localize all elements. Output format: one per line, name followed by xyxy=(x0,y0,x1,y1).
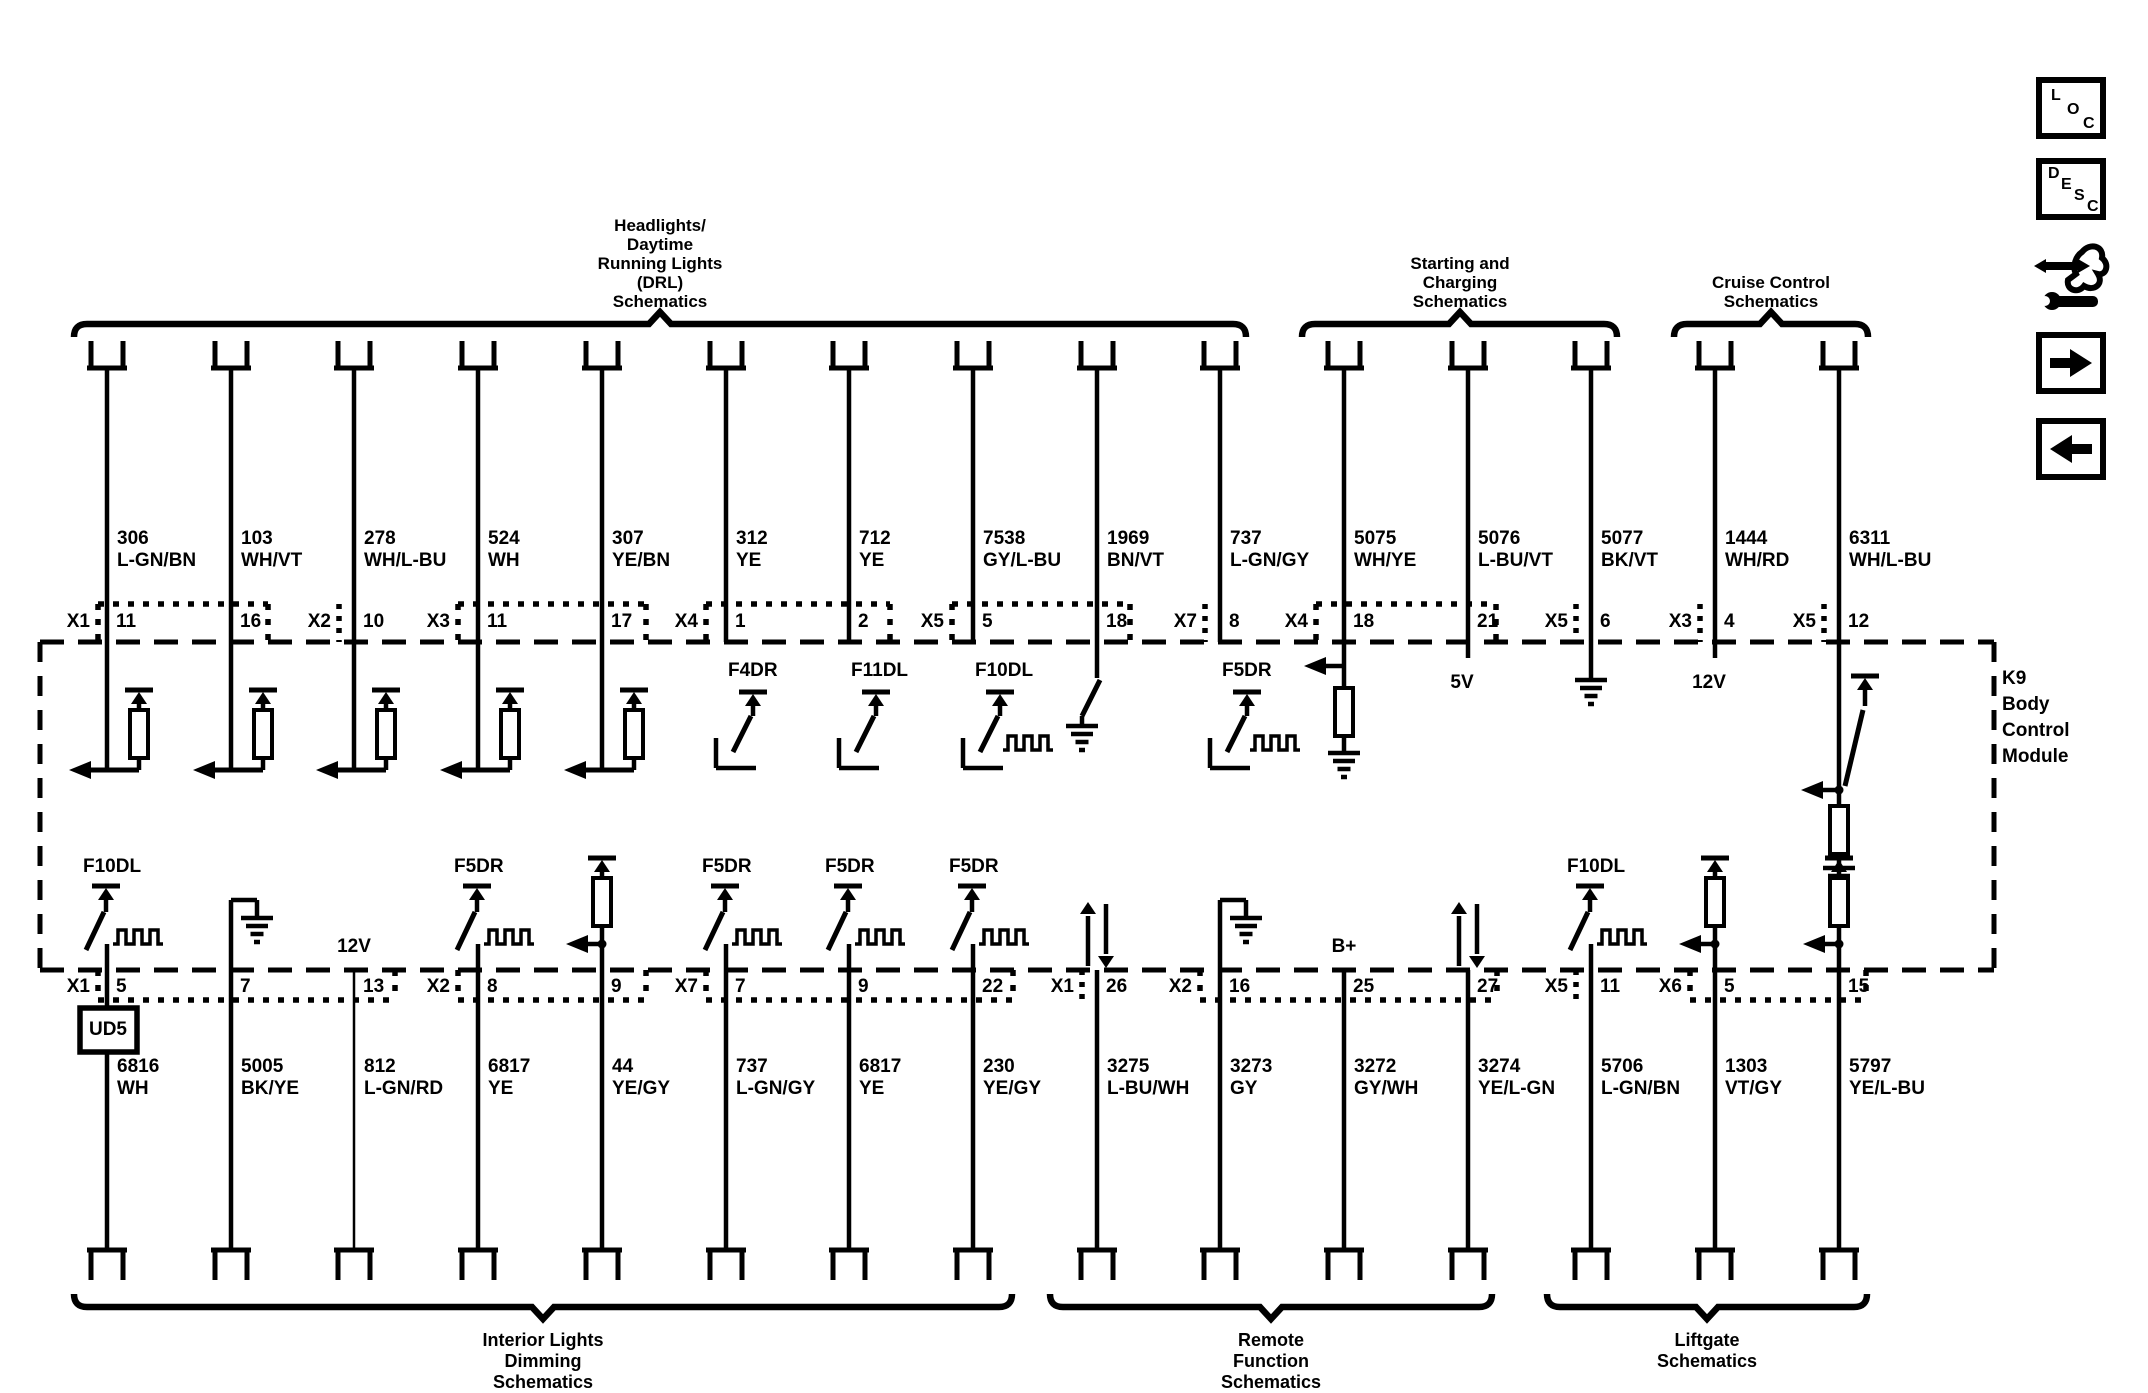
switch-blade-icon xyxy=(1570,912,1588,950)
wire-circuit-number: 5706 xyxy=(1601,1056,1644,1077)
wire-color-code: YE xyxy=(488,1078,514,1099)
wire-circuit-number: 737 xyxy=(736,1056,768,1077)
supply-voltage-label: 12V xyxy=(1692,672,1726,693)
wire-color-code: L-GN/BN xyxy=(1601,1078,1681,1099)
wire-circuit-number: 5076 xyxy=(1478,528,1521,549)
switch-blade-icon xyxy=(457,912,475,950)
connector-label: X2 xyxy=(426,976,450,997)
connector-label: X3 xyxy=(426,611,450,632)
wire-color-code: WH/YE xyxy=(1354,550,1417,571)
resistor-icon xyxy=(1830,806,1848,854)
section-header xyxy=(483,1330,604,1393)
section-brace xyxy=(74,312,1246,337)
section-header-line: (DRL) xyxy=(636,273,684,292)
icon-letter: O xyxy=(2067,101,2080,118)
supply-voltage-label: B+ xyxy=(1331,936,1357,957)
section-header-line: Interior Lights xyxy=(482,1330,604,1350)
section-header xyxy=(1410,254,1509,311)
section-header-line: Schematics xyxy=(1723,292,1819,311)
module-name-label: Module xyxy=(2002,746,2069,767)
wire-color-code: WH xyxy=(488,550,520,571)
wire-color-code: GY xyxy=(1230,1078,1258,1099)
switch-blade-icon xyxy=(952,912,970,950)
connector-pin-number: 15 xyxy=(1848,976,1870,997)
connector-label: X6 xyxy=(1658,976,1682,997)
module-name-label: Body xyxy=(2002,694,2050,715)
wire-circuit-number: 1444 xyxy=(1725,528,1768,549)
wire-circuit-number: 5075 xyxy=(1354,528,1397,549)
output-arrow-icon xyxy=(69,761,91,779)
supply-voltage-label: 5V xyxy=(1450,672,1474,693)
connector-pin-number: 16 xyxy=(1229,976,1251,997)
connector-label: X5 xyxy=(1544,611,1568,632)
wire-color-code: VT/GY xyxy=(1725,1078,1783,1099)
resistor-icon xyxy=(377,710,395,758)
wire-color-code: YE/L-BU xyxy=(1849,1078,1925,1099)
wire-circuit-number: 44 xyxy=(612,1056,634,1077)
connector-label: X2 xyxy=(1168,976,1192,997)
resistor-icon xyxy=(130,710,148,758)
section-brace xyxy=(1547,1294,1867,1319)
connector-pin-number: 11 xyxy=(116,611,137,632)
section-header xyxy=(1221,1330,1321,1393)
connector-label: X5 xyxy=(1792,611,1816,632)
wire-circuit-number: 524 xyxy=(488,528,520,549)
fuse-location-label: UD5 xyxy=(88,1019,128,1040)
wire-circuit-number: 1969 xyxy=(1107,528,1150,549)
signal-arrow-icon xyxy=(566,935,588,953)
section-header-line: Liftgate xyxy=(1674,1330,1740,1350)
section-brace xyxy=(1050,1294,1492,1319)
wire-color-code: L-GN/GY xyxy=(736,1078,816,1099)
connector-pin-number: 18 xyxy=(1106,611,1128,632)
section-header-line: Headlights/ xyxy=(614,216,706,235)
resistor-icon xyxy=(625,710,643,758)
loc-icon[interactable] xyxy=(2036,77,2106,139)
connector-pin-number: 5 xyxy=(1724,976,1735,997)
wire-circuit-number: 230 xyxy=(983,1056,1015,1077)
section-header-line: Charging xyxy=(1422,273,1498,292)
wire-circuit-number: 278 xyxy=(364,528,396,549)
fuse-driver-label: F10DL xyxy=(975,660,1034,681)
connector-pin-number: 12 xyxy=(1848,611,1870,632)
section-header-line: Schematics xyxy=(492,1372,594,1392)
wire-color-code: GY/WH xyxy=(1354,1078,1419,1099)
section-header-line: Schematics xyxy=(612,292,708,311)
section-header-line: Function xyxy=(1233,1351,1309,1371)
section-brace xyxy=(1674,312,1868,337)
connector-pin-number: 17 xyxy=(611,611,633,632)
switch-blade-icon xyxy=(733,716,751,752)
fuse-driver-label: F5DR xyxy=(825,856,875,877)
wire-color-code: WH/L-BU xyxy=(1849,550,1932,571)
wire-circuit-number: 5797 xyxy=(1849,1056,1892,1077)
next-arrow-icon[interactable] xyxy=(2036,332,2106,394)
connector-pin-number: 27 xyxy=(1477,976,1499,997)
wire-circuit-number: 103 xyxy=(241,528,273,549)
section-header-line: Cruise Control xyxy=(1711,273,1831,292)
supply-voltage-label: 12V xyxy=(337,936,371,957)
connector-pin-number: 13 xyxy=(363,976,385,997)
icon-letter: L xyxy=(2051,87,2061,104)
connector-pin-number: 7 xyxy=(240,976,251,997)
pwm-wave-icon xyxy=(113,930,163,944)
connector-pin-number: 9 xyxy=(611,976,622,997)
connector-label: X5 xyxy=(920,611,944,632)
icon-letter: C xyxy=(2083,115,2095,132)
pwm-wave-icon xyxy=(1597,930,1647,944)
connector-pin-number: 2 xyxy=(858,611,869,632)
icon-letter: C xyxy=(2087,198,2099,215)
fuse-driver-label: F10DL xyxy=(83,856,142,877)
wire-circuit-number: 3272 xyxy=(1354,1056,1397,1077)
resistor-icon xyxy=(501,710,519,758)
serial-data-down-icon xyxy=(1098,956,1114,968)
section-brace xyxy=(74,1294,1012,1319)
module-name-label: Control xyxy=(2002,720,2070,741)
connector-pin-number: 5 xyxy=(116,976,127,997)
connector-pin-number: 1 xyxy=(735,611,746,632)
connector-pin-number: 25 xyxy=(1353,976,1375,997)
wire-circuit-number: 812 xyxy=(364,1056,396,1077)
wire-color-code: YE/BN xyxy=(612,550,671,571)
connector-pin-number: 11 xyxy=(1600,976,1621,997)
switch-blade-icon xyxy=(1845,710,1863,786)
section-header-line: Schematics xyxy=(1656,1351,1758,1371)
wire-color-code: YE xyxy=(859,1078,885,1099)
wire-color-code: YE/GY xyxy=(612,1078,671,1099)
switch-blade-icon xyxy=(1082,680,1100,716)
connector-label: X1 xyxy=(66,611,90,632)
connector-pin-number: 8 xyxy=(1229,611,1240,632)
wire-circuit-number: 3274 xyxy=(1478,1056,1521,1077)
jump-with-wrench-icon[interactable] xyxy=(2032,240,2112,316)
wire-circuit-number: 312 xyxy=(736,528,768,549)
connector-label: X1 xyxy=(66,976,90,997)
wire-color-code: GY/L-BU xyxy=(983,550,1062,571)
connector-pin-number: 22 xyxy=(982,976,1004,997)
wire-color-code: WH xyxy=(117,1078,149,1099)
section-header-line: Running Lights xyxy=(597,254,723,273)
resistor-icon xyxy=(254,710,272,758)
connector-pin-number: 26 xyxy=(1106,976,1128,997)
signal-arrow-icon xyxy=(1803,935,1825,953)
wire-circuit-number: 6817 xyxy=(488,1056,531,1077)
wire-circuit-number: 3275 xyxy=(1107,1056,1150,1077)
fuse-driver-label: F10DL xyxy=(1567,856,1626,877)
resistor-icon xyxy=(1706,878,1724,926)
section-header-line: Schematics xyxy=(1412,292,1508,311)
wire-color-code: BK/YE xyxy=(241,1078,300,1099)
wire-circuit-number: 1303 xyxy=(1725,1056,1768,1077)
section-header-line: Schematics xyxy=(1220,1372,1322,1392)
switch-blade-icon xyxy=(980,716,998,752)
output-arrow-icon xyxy=(440,761,462,779)
wire-circuit-number: 5077 xyxy=(1601,528,1644,549)
wire-circuit-number: 6311 xyxy=(1849,528,1891,549)
connector-label: X7 xyxy=(674,976,698,997)
wire-color-code: L-GN/RD xyxy=(364,1078,444,1099)
wire-color-code: YE xyxy=(736,550,762,571)
wire-color-code: WH/L-BU xyxy=(364,550,447,571)
wire-color-code: WH/RD xyxy=(1725,550,1790,571)
switch-blade-icon xyxy=(705,912,723,950)
section-header xyxy=(1712,273,1830,311)
fuse-driver-label: F11DL xyxy=(851,660,909,681)
icon-letter: S xyxy=(2074,187,2085,204)
pwm-wave-icon xyxy=(484,930,534,944)
output-arrow-icon xyxy=(564,761,586,779)
switch-blade-icon xyxy=(1227,716,1245,752)
resistor-icon xyxy=(1830,878,1848,926)
wire-circuit-number: 5005 xyxy=(241,1056,284,1077)
section-header-line: Remote xyxy=(1237,1330,1304,1350)
pwm-wave-icon xyxy=(979,930,1029,944)
connector-label: X3 xyxy=(1668,611,1692,632)
wire-circuit-number: 6816 xyxy=(117,1056,160,1077)
wire-color-code: YE/L-GN xyxy=(1478,1078,1556,1099)
wire-circuit-number: 306 xyxy=(117,528,149,549)
wire-circuit-number: 3273 xyxy=(1230,1056,1273,1077)
wire-circuit-number: 6817 xyxy=(859,1056,902,1077)
connector-pin-number: 4 xyxy=(1724,611,1735,632)
wire-color-code: L-GN/BN xyxy=(117,550,197,571)
fuse-driver-label: F5DR xyxy=(949,856,999,877)
wire-color-code: L-GN/GY xyxy=(1230,550,1310,571)
connector-pin-number: 7 xyxy=(735,976,746,997)
fuse-driver-label: F4DR xyxy=(728,660,778,681)
section-header-line: Starting and xyxy=(1410,254,1510,273)
pwm-wave-icon xyxy=(855,930,905,944)
wire-color-code: YE/GY xyxy=(983,1078,1042,1099)
section-brace xyxy=(1302,312,1617,337)
wire-color-code: L-BU/VT xyxy=(1478,550,1553,571)
wire-circuit-number: 737 xyxy=(1230,528,1262,549)
connector-pin-number: 16 xyxy=(240,611,262,632)
connector-pin-number: 21 xyxy=(1477,611,1499,632)
wire-circuit-number: 712 xyxy=(859,528,891,549)
switch-blade-icon xyxy=(86,912,104,950)
connector-label: X5 xyxy=(1544,976,1568,997)
switch-blade-icon xyxy=(856,716,874,752)
icon-letter: E xyxy=(2061,176,2072,193)
section-header-line: Daytime xyxy=(626,235,694,254)
signal-arrow-icon xyxy=(1304,657,1326,675)
wire-color-code: BN/VT xyxy=(1107,550,1164,571)
fuse-driver-label: F5DR xyxy=(454,856,504,877)
wire-color-code: BK/VT xyxy=(1601,550,1658,571)
section-header xyxy=(598,216,723,311)
connector-label: X4 xyxy=(674,611,698,632)
connector-label: X2 xyxy=(307,611,331,632)
output-arrow-icon xyxy=(316,761,338,779)
serial-data-up-icon xyxy=(1080,902,1096,914)
signal-arrow-icon xyxy=(1679,935,1701,953)
connector-pin-number: 6 xyxy=(1600,611,1611,632)
connector-label: X7 xyxy=(1173,611,1197,632)
connector-pin-number: 9 xyxy=(858,976,869,997)
desc-icon[interactable] xyxy=(2036,158,2106,220)
icon-letter: D xyxy=(2048,165,2060,182)
section-header-line: Dimming xyxy=(504,1351,582,1371)
wire-color-code: YE xyxy=(859,550,885,571)
wire-circuit-number: 7538 xyxy=(983,528,1026,549)
fuse-driver-label: F5DR xyxy=(702,856,752,877)
serial-data-down-icon xyxy=(1469,956,1485,968)
wire-color-code: L-BU/WH xyxy=(1107,1078,1190,1099)
resistor-icon xyxy=(593,878,611,926)
back-arrow-icon[interactable] xyxy=(2036,418,2106,480)
pwm-wave-icon xyxy=(1003,736,1053,750)
connector-pin-number: 5 xyxy=(982,611,993,632)
resistor-icon xyxy=(1335,688,1353,736)
section-header xyxy=(1657,1330,1757,1372)
pwm-wave-icon xyxy=(732,930,782,944)
connector-pin-number: 18 xyxy=(1353,611,1375,632)
serial-data-up-icon xyxy=(1451,902,1467,914)
output-arrow-icon xyxy=(193,761,215,779)
connector-pin-number: 8 xyxy=(487,976,498,997)
fuse-driver-label: F5DR xyxy=(1222,660,1272,681)
connector-label: X4 xyxy=(1284,611,1308,632)
wire-color-code: WH/VT xyxy=(241,550,303,571)
pwm-wave-icon xyxy=(1250,736,1300,750)
connector-pin-number: 10 xyxy=(363,611,385,632)
connector-label: X1 xyxy=(1050,976,1074,997)
switch-blade-icon xyxy=(828,912,846,950)
wire-circuit-number: 307 xyxy=(612,528,644,549)
signal-arrow-icon xyxy=(1801,781,1823,799)
module-name-label: K9 xyxy=(2002,668,2027,689)
connector-pin-number: 11 xyxy=(487,611,508,632)
